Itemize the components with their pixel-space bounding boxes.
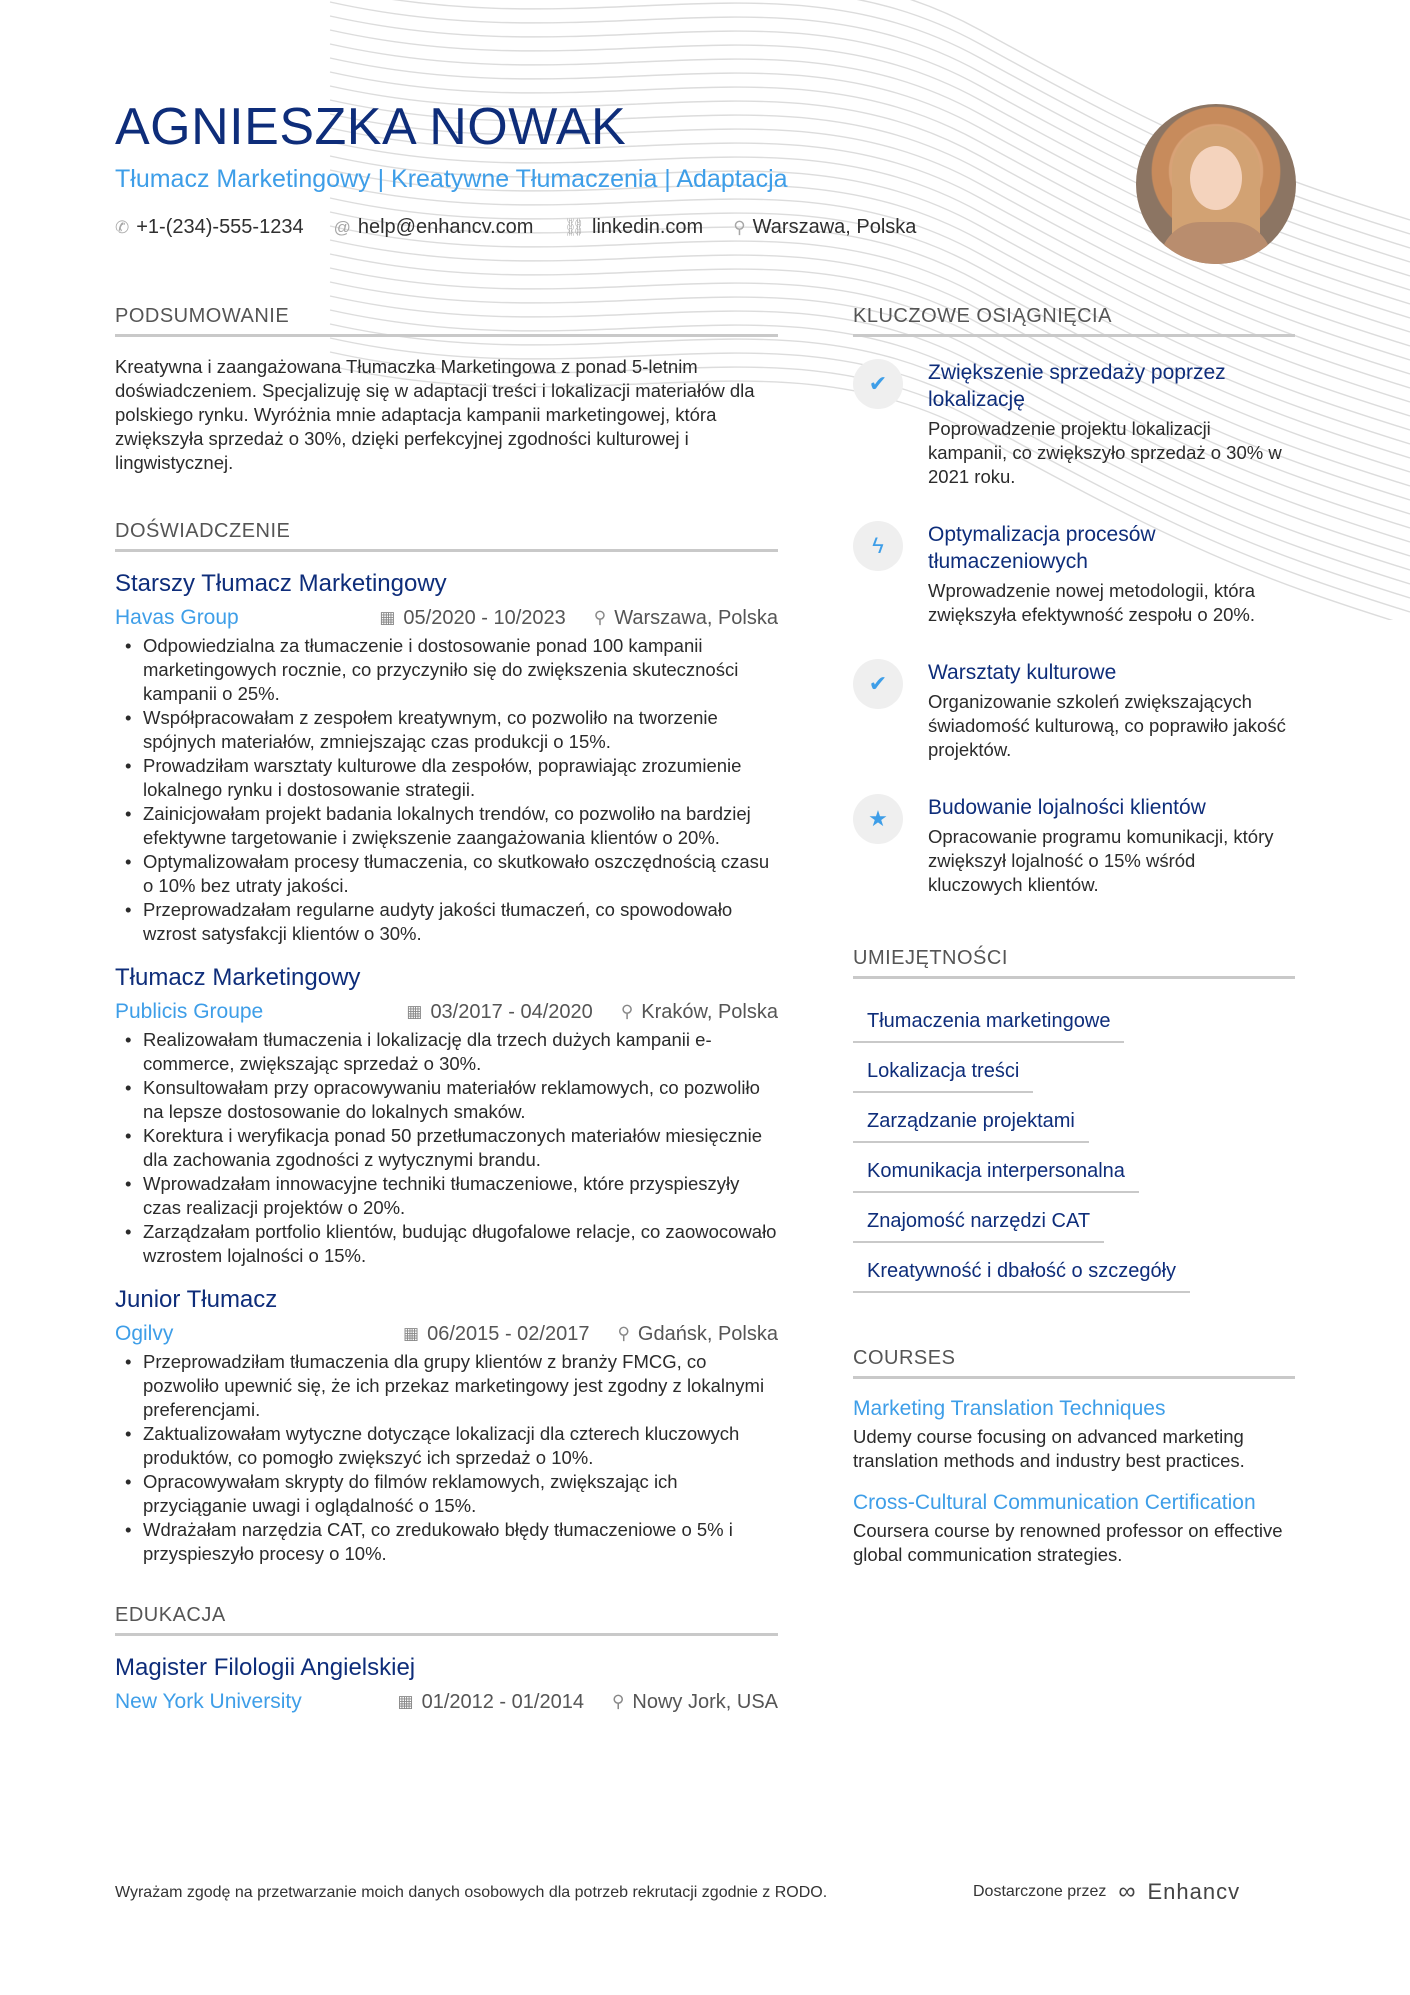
skill-tag: Tłumaczenia marketingowe [853,998,1124,1043]
education-entry [115,1654,778,1714]
enhancv-logo-icon: ∞ [1118,1878,1136,1905]
left-column [115,305,778,1714]
job-bullet: • Przeprowadzałam regularne audyty jakości tłumaczeń, co spowodowało wzrost satysfakcji klientów o 30%. [115,898,778,946]
education-school: New York University [115,1690,302,1713]
phone-icon: ✆ [115,217,130,237]
star-icon: ★ [853,794,903,844]
lightning-icon: ϟ [853,521,903,571]
job-location-text: Warszawa, Polska [614,606,778,629]
experience-heading: DOŚWIADCZENIE [115,520,778,552]
skill-tag: Zarządzanie projektami [853,1098,1089,1143]
course-desc: Udemy course focusing on advanced marketing translation methods and industry best practices. [853,1426,1245,1471]
job-company: Publicis Groupe [115,1000,264,1023]
skill-tag: Lokalizacja treści [853,1048,1033,1093]
course-title: Cross-Cultural Communication Certification [853,1491,1256,1514]
job-bullet: • Opracowywałam skrypty do filmów reklamowych, zwiększając ich przyciąganie uwagi i oglądalność o 15%. [115,1470,778,1518]
education-location-text: Nowy Jork, USA [632,1690,778,1713]
right-column [853,305,1295,1567]
job-location [621,1001,778,1024]
link-icon: ⛓ [563,217,586,237]
job-entry [115,570,778,946]
calendar-icon: ▦ [406,1002,423,1021]
job-bullets [115,634,778,946]
job-bullet: • Realizowałam tłumaczenia i lokalizację dla trzech dużych kampanii e-commerce, zwiększając sprzedaż o 30%. [115,1028,778,1076]
courses-section [853,1347,1295,1567]
course-title: Marketing Translation Techniques [853,1397,1166,1420]
summary-text: Kreatywna i zaangażowana Tłumaczka Marketingowa z ponad 5-letnim doświadczeniem. Specjalizuję się w adaptacji treści i lokalizacji materiałów dla polskiego rynku. Wyróżnia mnie adaptacja kampanii marketingowej, która zwiększyła sprzedaż o 30%, dzięki perfekcyjnej zgodności kulturowej i lingwistycznej. [115,356,755,473]
candidate-headline: Tłumacz Marketingowy | Kreatywne Tłumaczenia | Adaptacja [115,165,788,194]
education-heading: EDUKACJA [115,1604,778,1636]
check-icon: ✔ [853,359,903,409]
summary-heading: PODSUMOWANIE [115,305,778,337]
job-title: Junior Tłumacz [115,1286,278,1313]
job-bullets [115,1028,778,1268]
job-meta [115,606,778,630]
skill-tag: Kreatywność i dbałość o szczegóły [853,1248,1190,1293]
job-dates-text: 06/2015 - 02/2017 [427,1322,590,1345]
job-bullet: • Konsultowałam przy opracowywaniu materiałów reklamowych, co pozwoliło na lepsze dostosowanie do lokalnych smaków. [115,1076,778,1124]
location-icon: ⚲ [593,608,607,627]
contact-list [115,216,1115,239]
achievement-item [853,794,1295,897]
education-section [115,1604,778,1714]
powered-by[interactable] [973,1878,1240,1906]
gdpr-consent-note: Wyrażam zgodę na przetwarzanie moich danych osobowych dla potrzeb rekrutacji zgodnie z RODO. [115,1884,828,1901]
contact-linkedin[interactable] [563,216,703,239]
job-dates [403,1323,589,1346]
job-entry [115,964,778,1268]
resume-header [115,96,1115,239]
contact-email[interactable] [334,216,534,239]
job-entry [115,1286,778,1566]
calendar-icon: ▦ [397,1692,414,1711]
achievement-title: Warsztaty kulturowe [928,661,1117,684]
job-location-text: Kraków, Polska [641,1000,778,1023]
courses-heading: COURSES [853,1347,1295,1379]
contact-linkedin-text: linkedin.com [592,216,704,239]
education-dates [398,1691,584,1714]
contact-phone-text: +1-(234)-555-1234 [136,216,304,239]
job-bullet: • Zainicjowałam projekt badania lokalnych trendów, co pozwoliło na bardziej efektywne targetowanie i zwiększenie zaangażowania klientów o 20%. [115,802,778,850]
contact-phone[interactable] [115,216,304,239]
calendar-icon: ▦ [379,608,396,627]
job-location-text: Gdańsk, Polska [637,1322,778,1345]
job-bullet: • Zaktualizowałam wytyczne dotyczące lokalizacji dla czterech kluczowych produktów, co pomogło zwiększyć ich sprzedaż o 10%. [115,1422,778,1470]
job-title: Tłumacz Marketingowy [115,964,361,991]
skills-section [853,947,1295,1293]
education-location [612,1691,778,1714]
check-icon: ✔ [853,659,903,709]
achievement-desc: Poprowadzenie projektu lokalizacji kampanii, co zwiększyło sprzedaż o 30% w 2021 roku. [928,418,1282,487]
achievement-desc: Opracowanie programu komunikacji, który zwiększył lojalność o 15% wśród kluczowych klientów. [928,826,1274,895]
skills-heading: UMIEJĘTNOŚCI [853,947,1295,979]
calendar-icon: ▦ [403,1324,420,1343]
achievement-item [853,659,1295,762]
contact-location [733,216,916,239]
job-bullet: • Prowadziłam warsztaty kulturowe dla zespołów, poprawiając zrozumienie lokalnego rynku i dostosowanie strategii. [115,754,778,802]
location-icon: ⚲ [733,217,746,237]
job-location [594,607,778,630]
skills-list [853,993,1295,1293]
job-bullet: • Zarządzałam portfolio klientów, budując długofalowe relacje, co zaowocowało wzrostem lojalności o 15%. [115,1220,778,1268]
achievement-item [853,359,1295,489]
location-icon: ⚲ [617,1324,630,1343]
summary-section [115,305,778,475]
job-dates [379,607,565,630]
job-bullet: • Odpowiedzialna za tłumaczenie i dostosowanie ponad 100 kampanii marketingowych rocznie, co przyczyniło się do zwiększenia skuteczności kampanii o 25%. [115,634,778,706]
skill-tag: Znajomość narzędzi CAT [853,1198,1104,1243]
job-bullet: • Optymalizowałam procesy tłumaczenia, co skutkowało oszczędnością czasu o 10% bez utraty jakości. [115,850,778,898]
job-dates-text: 05/2020 - 10/2023 [403,606,566,629]
location-icon: ⚲ [611,1692,625,1711]
experience-section [115,520,778,1566]
achievement-item [853,521,1295,627]
achievements-section [853,305,1295,897]
job-bullet: • Przeprowadziłam tłumaczenia dla grupy klientów z branży FMCG, co pozwoliło upewnić się, że ich przekaz marketingowy jest zgodny z lokalnymi preferencjami. [115,1350,778,1422]
location-icon: ⚲ [620,1002,634,1021]
job-bullets [115,1350,778,1566]
job-bullet: • Współpracowałam z zespołem kreatywnym, co pozwoliło na tworzenie spójnych materiałów, zmniejszając czas produkcji o 15%. [115,706,778,754]
job-bullet: • Wdrażałam narzędzia CAT, co zredukowało błędy tłumaczeniowe o 5% i przyspieszyło procesy o 10%. [115,1518,778,1566]
job-title: Starszy Tłumacz Marketingowy [115,570,447,597]
achievement-title: Budowanie lojalności klientów [928,796,1206,819]
education-meta [115,1690,778,1714]
contact-email-text: help@enhancv.com [357,216,534,239]
achievement-title: Optymalizacja procesów tłumaczeniowych [928,523,1156,573]
job-meta [115,1000,778,1024]
profile-photo [1136,104,1296,264]
job-location [617,1323,778,1346]
achievement-desc: Wprowadzenie nowej metodologii, która zwiększyła efektywność zespołu o 20%. [928,580,1256,625]
brand-name: Enhancv [1147,1879,1241,1904]
job-company: Ogilvy [115,1322,174,1345]
job-bullet: • Wprowadzałam innowacyjne techniki tłumaczeniowe, które przyspieszyły czas realizacji projektów o 20%. [115,1172,778,1220]
course-desc: Coursera course by renowned professor on effective global communication strategies. [853,1520,1283,1565]
candidate-name: AGNIESZKA NOWAK [115,98,627,156]
contact-location-text: Warszawa, Polska [752,216,917,239]
job-company: Havas Group [115,606,239,629]
achievement-title: Zwiększenie sprzedaży poprzez lokalizację [928,361,1226,411]
course-item [853,1395,1295,1473]
achievement-desc: Organizowanie szkoleń zwiększających świadomość kulturową, co poprawiło jakość projektów. [928,691,1286,760]
education-degree: Magister Filologii Angielskiej [115,1654,416,1681]
course-item [853,1489,1295,1567]
job-dates-text: 03/2017 - 04/2020 [430,1000,593,1023]
job-bullet: • Korektura i weryfikacja ponad 50 przetłumaczonych materiałów miesięcznie dla zachowania zgodności z wytycznymi brandu. [115,1124,778,1172]
education-dates-text: 01/2012 - 01/2014 [421,1690,584,1713]
powered-by-label: Dostarczone przez [973,1883,1107,1900]
skill-tag: Komunikacja interpersonalna [853,1148,1139,1193]
job-meta [115,1322,778,1346]
job-dates [406,1001,592,1024]
at-icon: @ [333,217,351,237]
achievements-heading: KLUCZOWE OSIĄGNIĘCIA [853,305,1295,337]
